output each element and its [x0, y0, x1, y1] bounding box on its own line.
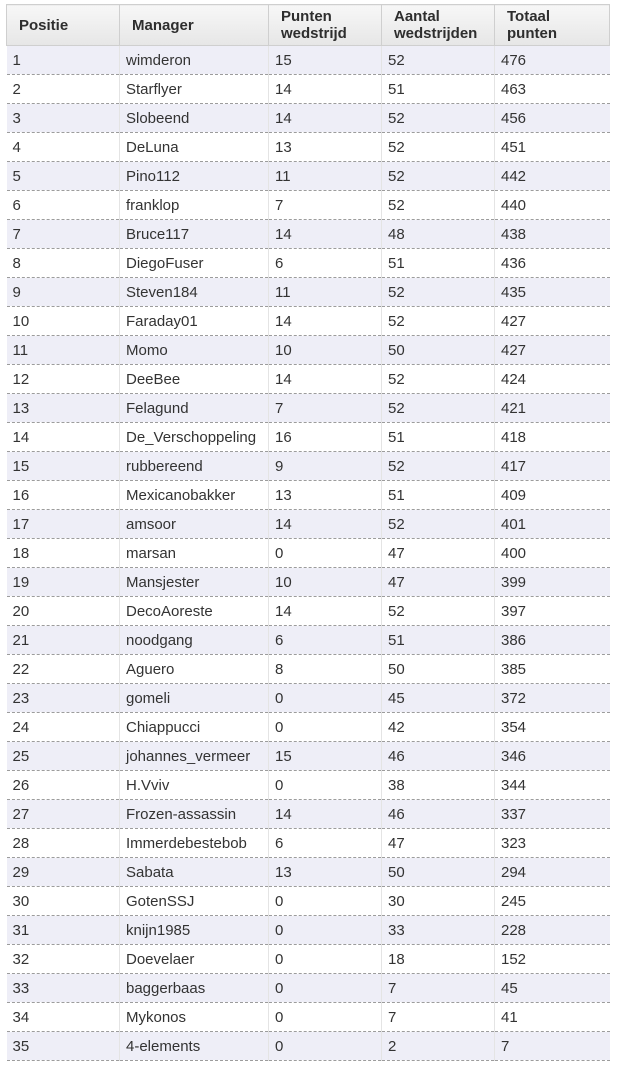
table-row [7, 278, 610, 307]
cell-totaal-punten: 438 [495, 220, 610, 249]
cell-manager: H.Vviv [120, 771, 269, 800]
cell-manager: amsoor [120, 510, 269, 539]
cell-positie: 23 [7, 684, 120, 713]
cell-punten-wedstrijd: 14 [269, 800, 382, 829]
cell-totaal-punten: 442 [495, 162, 610, 191]
cell-manager: Momo [120, 336, 269, 365]
cell-aantal-wedstrijden: 7 [382, 1003, 495, 1032]
cell-manager: gomeli [120, 684, 269, 713]
cell-positie: 13 [7, 394, 120, 423]
cell-punten-wedstrijd: 9 [269, 452, 382, 481]
cell-totaal-punten: 400 [495, 539, 610, 568]
cell-totaal-punten: 427 [495, 307, 610, 336]
cell-aantal-wedstrijden: 50 [382, 336, 495, 365]
cell-totaal-punten: 372 [495, 684, 610, 713]
cell-punten-wedstrijd: 14 [269, 307, 382, 336]
cell-positie: 33 [7, 974, 120, 1003]
cell-punten-wedstrijd: 0 [269, 974, 382, 1003]
table-row [7, 336, 610, 365]
table-row [7, 800, 610, 829]
cell-aantal-wedstrijden: 51 [382, 626, 495, 655]
cell-aantal-wedstrijden: 47 [382, 568, 495, 597]
cell-aantal-wedstrijden: 52 [382, 191, 495, 220]
cell-punten-wedstrijd: 13 [269, 481, 382, 510]
cell-positie: 12 [7, 365, 120, 394]
cell-punten-wedstrijd: 14 [269, 220, 382, 249]
table-row [7, 771, 610, 800]
cell-aantal-wedstrijden: 2 [382, 1032, 495, 1061]
table-row [7, 887, 610, 916]
cell-aantal-wedstrijden: 47 [382, 829, 495, 858]
cell-punten-wedstrijd: 0 [269, 916, 382, 945]
cell-manager: baggerbaas [120, 974, 269, 1003]
cell-manager: DiegoFuser [120, 249, 269, 278]
table-row [7, 75, 610, 104]
cell-positie: 16 [7, 481, 120, 510]
cell-totaal-punten: 435 [495, 278, 610, 307]
cell-aantal-wedstrijden: 52 [382, 307, 495, 336]
cell-punten-wedstrijd: 0 [269, 539, 382, 568]
table-row [7, 423, 610, 452]
table-row [7, 539, 610, 568]
cell-positie: 35 [7, 1032, 120, 1061]
cell-manager: Immerdebestebob [120, 829, 269, 858]
table-row [7, 829, 610, 858]
cell-totaal-punten: 418 [495, 423, 610, 452]
cell-aantal-wedstrijden: 52 [382, 104, 495, 133]
table-row [7, 133, 610, 162]
cell-aantal-wedstrijden: 52 [382, 597, 495, 626]
cell-punten-wedstrijd: 7 [269, 394, 382, 423]
table-row [7, 365, 610, 394]
table-row [7, 684, 610, 713]
cell-aantal-wedstrijden: 30 [382, 887, 495, 916]
cell-aantal-wedstrijden: 52 [382, 510, 495, 539]
cell-aantal-wedstrijden: 51 [382, 423, 495, 452]
cell-manager: wimderon [120, 46, 269, 75]
cell-punten-wedstrijd: 14 [269, 75, 382, 104]
cell-totaal-punten: 397 [495, 597, 610, 626]
cell-manager: Felagund [120, 394, 269, 423]
table-row [7, 713, 610, 742]
cell-manager: Starflyer [120, 75, 269, 104]
cell-totaal-punten: 344 [495, 771, 610, 800]
table-row [7, 974, 610, 1003]
cell-aantal-wedstrijden: 51 [382, 481, 495, 510]
cell-manager: Frozen-assassin [120, 800, 269, 829]
cell-punten-wedstrijd: 0 [269, 713, 382, 742]
cell-punten-wedstrijd: 7 [269, 191, 382, 220]
cell-totaal-punten: 245 [495, 887, 610, 916]
standings-table [6, 4, 610, 1061]
column-header-totaal-punten[interactable]: Totaal punten [495, 5, 610, 46]
cell-totaal-punten: 456 [495, 104, 610, 133]
cell-manager: franklop [120, 191, 269, 220]
cell-positie: 34 [7, 1003, 120, 1032]
table-row [7, 597, 610, 626]
cell-positie: 20 [7, 597, 120, 626]
cell-positie: 26 [7, 771, 120, 800]
table-row [7, 220, 610, 249]
cell-totaal-punten: 346 [495, 742, 610, 771]
cell-totaal-punten: 385 [495, 655, 610, 684]
cell-manager: Sabata [120, 858, 269, 887]
cell-totaal-punten: 152 [495, 945, 610, 974]
cell-positie: 30 [7, 887, 120, 916]
cell-totaal-punten: 436 [495, 249, 610, 278]
cell-totaal-punten: 427 [495, 336, 610, 365]
cell-totaal-punten: 45 [495, 974, 610, 1003]
cell-aantal-wedstrijden: 42 [382, 713, 495, 742]
cell-punten-wedstrijd: 10 [269, 568, 382, 597]
cell-positie: 6 [7, 191, 120, 220]
cell-positie: 25 [7, 742, 120, 771]
cell-aantal-wedstrijden: 46 [382, 742, 495, 771]
standings-table-container [6, 4, 609, 1061]
cell-positie: 29 [7, 858, 120, 887]
cell-punten-wedstrijd: 0 [269, 771, 382, 800]
cell-punten-wedstrijd: 14 [269, 510, 382, 539]
cell-totaal-punten: 323 [495, 829, 610, 858]
cell-punten-wedstrijd: 0 [269, 1003, 382, 1032]
cell-punten-wedstrijd: 11 [269, 162, 382, 191]
cell-positie: 10 [7, 307, 120, 336]
cell-punten-wedstrijd: 6 [269, 249, 382, 278]
cell-manager: Pino112 [120, 162, 269, 191]
table-row [7, 742, 610, 771]
table-row [7, 1003, 610, 1032]
cell-totaal-punten: 337 [495, 800, 610, 829]
cell-manager: johannes_vermeer [120, 742, 269, 771]
cell-aantal-wedstrijden: 52 [382, 162, 495, 191]
table-row [7, 568, 610, 597]
cell-aantal-wedstrijden: 48 [382, 220, 495, 249]
cell-aantal-wedstrijden: 47 [382, 539, 495, 568]
table-row [7, 249, 610, 278]
column-header-positie[interactable]: Positie [7, 5, 120, 46]
cell-totaal-punten: 354 [495, 713, 610, 742]
cell-totaal-punten: 421 [495, 394, 610, 423]
cell-positie: 27 [7, 800, 120, 829]
cell-punten-wedstrijd: 14 [269, 365, 382, 394]
cell-aantal-wedstrijden: 46 [382, 800, 495, 829]
cell-punten-wedstrijd: 0 [269, 684, 382, 713]
cell-totaal-punten: 424 [495, 365, 610, 394]
cell-manager: DecoAoreste [120, 597, 269, 626]
cell-manager: knijn1985 [120, 916, 269, 945]
cell-manager: noodgang [120, 626, 269, 655]
cell-punten-wedstrijd: 6 [269, 626, 382, 655]
header-row [7, 5, 610, 46]
table-row [7, 104, 610, 133]
cell-manager: rubbereend [120, 452, 269, 481]
cell-aantal-wedstrijden: 52 [382, 46, 495, 75]
table-row [7, 46, 610, 75]
cell-positie: 11 [7, 336, 120, 365]
cell-aantal-wedstrijden: 51 [382, 249, 495, 278]
cell-positie: 21 [7, 626, 120, 655]
table-row [7, 191, 610, 220]
cell-positie: 8 [7, 249, 120, 278]
cell-totaal-punten: 228 [495, 916, 610, 945]
cell-totaal-punten: 7 [495, 1032, 610, 1061]
cell-manager: GotenSSJ [120, 887, 269, 916]
cell-manager: Mexicanobakker [120, 481, 269, 510]
table-row [7, 626, 610, 655]
table-row [7, 916, 610, 945]
cell-manager: Mansjester [120, 568, 269, 597]
cell-totaal-punten: 41 [495, 1003, 610, 1032]
cell-totaal-punten: 386 [495, 626, 610, 655]
cell-manager: marsan [120, 539, 269, 568]
cell-aantal-wedstrijden: 52 [382, 365, 495, 394]
table-row [7, 481, 610, 510]
cell-aantal-wedstrijden: 33 [382, 916, 495, 945]
table-header [7, 5, 610, 46]
cell-manager: Doevelaer [120, 945, 269, 974]
cell-manager: Faraday01 [120, 307, 269, 336]
cell-positie: 3 [7, 104, 120, 133]
cell-aantal-wedstrijden: 45 [382, 684, 495, 713]
cell-aantal-wedstrijden: 52 [382, 278, 495, 307]
cell-manager: Aguero [120, 655, 269, 684]
cell-manager: DeeBee [120, 365, 269, 394]
column-header-punten-wedstrijd[interactable]: Punten wedstrijd [269, 5, 382, 46]
cell-aantal-wedstrijden: 50 [382, 858, 495, 887]
cell-manager: Mykonos [120, 1003, 269, 1032]
cell-totaal-punten: 417 [495, 452, 610, 481]
cell-positie: 31 [7, 916, 120, 945]
cell-manager: De_Verschoppeling [120, 423, 269, 452]
cell-totaal-punten: 401 [495, 510, 610, 539]
cell-punten-wedstrijd: 0 [269, 1032, 382, 1061]
cell-totaal-punten: 440 [495, 191, 610, 220]
cell-punten-wedstrijd: 13 [269, 858, 382, 887]
table-row [7, 162, 610, 191]
cell-aantal-wedstrijden: 52 [382, 133, 495, 162]
cell-punten-wedstrijd: 0 [269, 945, 382, 974]
cell-totaal-punten: 451 [495, 133, 610, 162]
cell-aantal-wedstrijden: 51 [382, 75, 495, 104]
cell-aantal-wedstrijden: 18 [382, 945, 495, 974]
cell-positie: 32 [7, 945, 120, 974]
cell-totaal-punten: 463 [495, 75, 610, 104]
cell-positie: 4 [7, 133, 120, 162]
column-header-manager[interactable]: Manager [120, 5, 269, 46]
cell-totaal-punten: 476 [495, 46, 610, 75]
cell-punten-wedstrijd: 10 [269, 336, 382, 365]
table-row [7, 858, 610, 887]
cell-aantal-wedstrijden: 7 [382, 974, 495, 1003]
cell-positie: 19 [7, 568, 120, 597]
cell-punten-wedstrijd: 15 [269, 46, 382, 75]
cell-positie: 15 [7, 452, 120, 481]
table-body [7, 46, 610, 1061]
cell-positie: 22 [7, 655, 120, 684]
cell-positie: 28 [7, 829, 120, 858]
cell-aantal-wedstrijden: 52 [382, 452, 495, 481]
cell-manager: Slobeend [120, 104, 269, 133]
cell-positie: 14 [7, 423, 120, 452]
cell-positie: 5 [7, 162, 120, 191]
table-row [7, 510, 610, 539]
cell-totaal-punten: 399 [495, 568, 610, 597]
cell-positie: 24 [7, 713, 120, 742]
cell-aantal-wedstrijden: 52 [382, 394, 495, 423]
cell-punten-wedstrijd: 0 [269, 887, 382, 916]
cell-aantal-wedstrijden: 50 [382, 655, 495, 684]
cell-positie: 9 [7, 278, 120, 307]
table-row [7, 452, 610, 481]
cell-punten-wedstrijd: 14 [269, 597, 382, 626]
column-header-aantal-wedstrijden[interactable]: Aantal wedstrijden [382, 5, 495, 46]
table-row [7, 945, 610, 974]
cell-totaal-punten: 294 [495, 858, 610, 887]
table-row [7, 394, 610, 423]
cell-manager: 4-elements [120, 1032, 269, 1061]
cell-manager: Bruce117 [120, 220, 269, 249]
cell-manager: Steven184 [120, 278, 269, 307]
table-row [7, 655, 610, 684]
cell-positie: 18 [7, 539, 120, 568]
cell-punten-wedstrijd: 13 [269, 133, 382, 162]
cell-punten-wedstrijd: 6 [269, 829, 382, 858]
table-row [7, 307, 610, 336]
cell-positie: 1 [7, 46, 120, 75]
cell-manager: DeLuna [120, 133, 269, 162]
cell-aantal-wedstrijden: 38 [382, 771, 495, 800]
cell-punten-wedstrijd: 11 [269, 278, 382, 307]
cell-punten-wedstrijd: 14 [269, 104, 382, 133]
cell-positie: 17 [7, 510, 120, 539]
cell-manager: Chiappucci [120, 713, 269, 742]
cell-punten-wedstrijd: 16 [269, 423, 382, 452]
cell-positie: 2 [7, 75, 120, 104]
cell-punten-wedstrijd: 8 [269, 655, 382, 684]
cell-punten-wedstrijd: 15 [269, 742, 382, 771]
cell-positie: 7 [7, 220, 120, 249]
table-row [7, 1032, 610, 1061]
cell-totaal-punten: 409 [495, 481, 610, 510]
